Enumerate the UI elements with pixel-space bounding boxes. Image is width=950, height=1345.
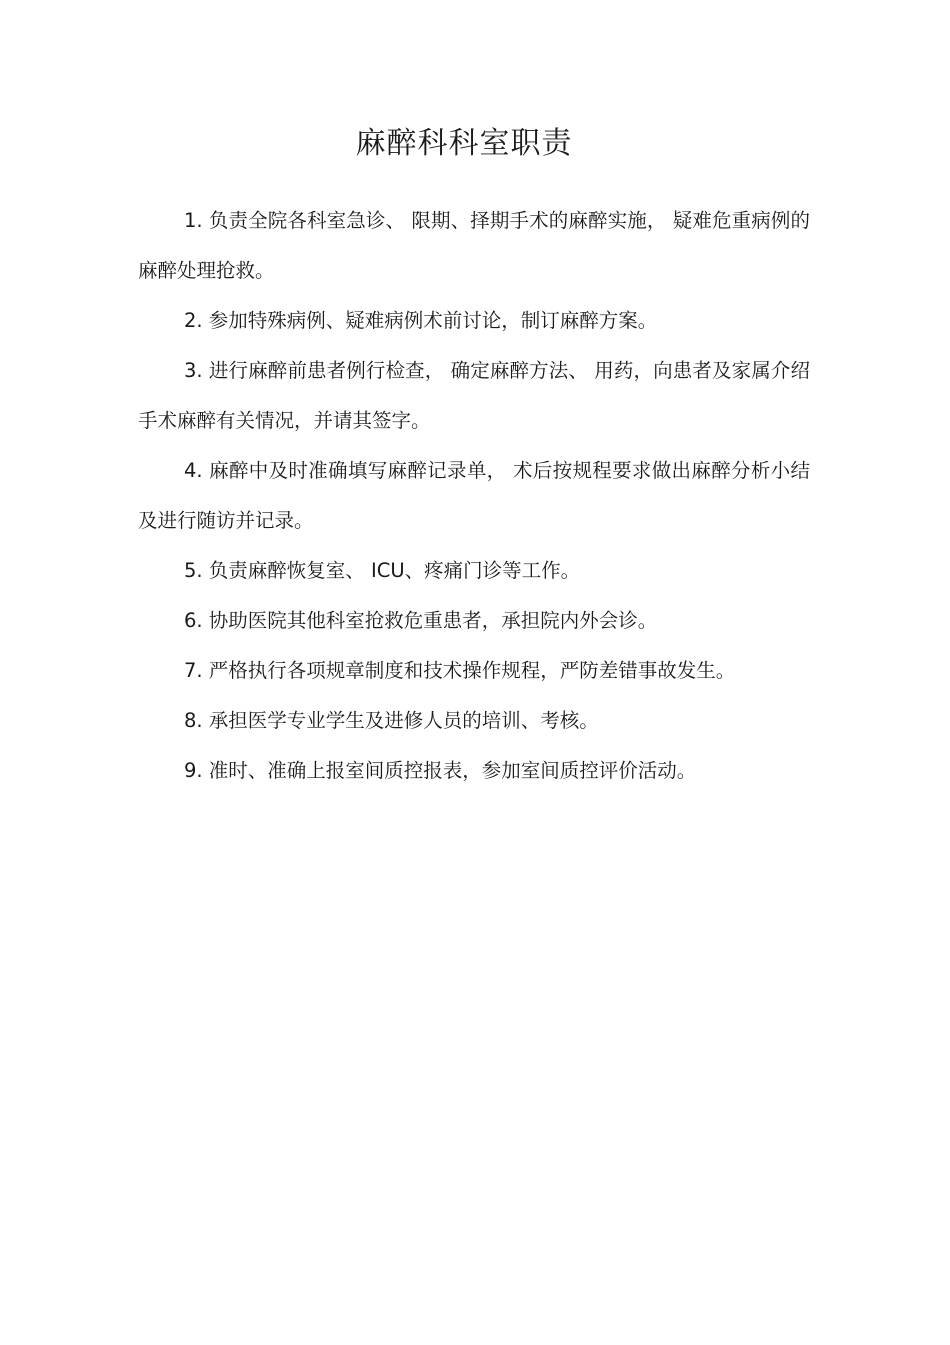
duty-item-7: 7. 严格执行各项规章制度和技术操作规程，严防差错事故发生。: [184, 659, 736, 682]
duty-item-3: 3. 进行麻醉前患者例行检查， 确定麻醉方法、 用药，向患者及家属介绍手术麻醉有关情况，并请其签字。: [138, 359, 810, 432]
duty-item-1: 1. 负责全院各科室急诊、 限期、择期手术的麻醉实施， 疑难危重病例的麻醉处理抢救。: [138, 209, 810, 282]
duty-item-8: 8. 承担医学专业学生及进修人员的培训、考核。: [184, 709, 599, 732]
duty-list: [138, 196, 810, 796]
duty-item-2: 2. 参加特殊病例、疑难病例术前讨论，制订麻醉方案。: [184, 309, 658, 332]
duty-item-5: 5. 负责麻醉恢复室、 ICU、疼痛门诊等工作。: [184, 559, 581, 582]
document-title: 麻醉科科室职责: [355, 126, 573, 161]
duty-item-9: 9. 准时、准确上报室间质控报表，参加室间质控评价活动。: [184, 759, 697, 782]
duty-item-4: 4. 麻醉中及时准确填写麻醉记录单， 术后按规程要求做出麻醉分析小结及进行随访并记录。: [138, 459, 810, 532]
duty-item-6: 6. 协助医院其他科室抢救危重患者，承担院内外会诊。: [184, 609, 658, 632]
